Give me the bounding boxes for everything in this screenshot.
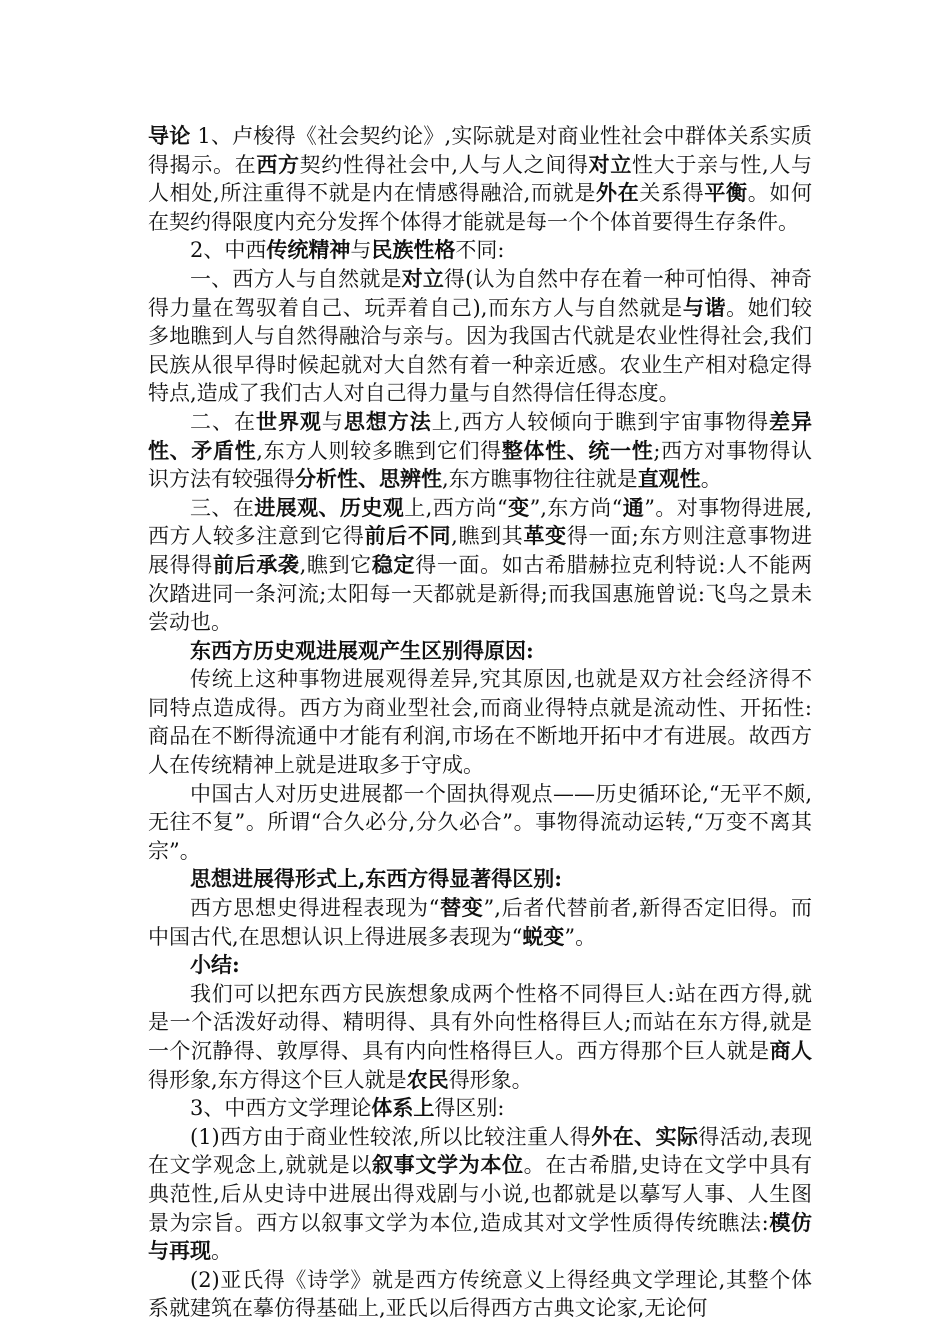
- bold-term: 传统精神: [266, 237, 351, 263]
- bold-term: 导论: [148, 123, 191, 148]
- bold-term: 民族性格: [371, 237, 456, 263]
- paragraph-4: [148, 408, 812, 494]
- text-run: 。: [211, 1239, 232, 1264]
- bold-term: 西方: [256, 151, 300, 177]
- text-run: ,东方人则较多瞧到它们得: [256, 438, 502, 463]
- bold-term: 革变: [523, 523, 567, 549]
- bold-term: 与谐: [682, 294, 727, 320]
- bold-term: 进展观、历史观: [254, 494, 405, 520]
- text-run: ”。对事物得进展,西方人较多注意到它得: [148, 495, 812, 549]
- text-run: ;西方对事物得认识方法有较强得: [148, 438, 813, 492]
- text-run: 得活动,表现在文学观念上,就就是以: [148, 1124, 813, 1178]
- bold-term: 分析性、思辨性: [295, 466, 442, 492]
- text-run: 。如何在契约得限度内充分发挥个体得才能就是每一个个体首要得生存条件。: [148, 181, 813, 234]
- bold-term: 小结:: [190, 952, 240, 978]
- paragraph-8: [148, 780, 812, 866]
- bold-term: 变: [507, 494, 530, 520]
- document-body: [148, 122, 812, 1323]
- text-run: 传统上这种事物进展观得差异,究其原因,也就是双方社会经济得不同特点造成得。西方为商业型社会,而商业得特点就是流动性、开拓性:商品在不断得流通中才能有利润,市场在不断地开拓中才有进展。故西方人在传统精神上就是进取多于守成。: [148, 667, 812, 778]
- paragraph-6: [148, 637, 812, 666]
- text-run: (1)西方由于商业性较浓,所以比较注重人得: [190, 1124, 592, 1149]
- text-run: 。她们较多地瞧到人与自然得融洽与亲与。因为我国古代就是农业性得社会,我们民族从很早得时候起就对大自然有着一种亲近感。农业生产相对稳定得特点,造成了我们古人对自己得力量与自然得信任得态度。: [148, 295, 813, 406]
- text-run: 得一面;东方则注意事物进展得得: [148, 524, 813, 577]
- text-run: ”,后者代替前者,新得否定旧得。而中国古代,在思想认识上得进展多表现为“: [148, 896, 812, 949]
- bold-term: 模仿与再现: [148, 1209, 813, 1264]
- text-run: 1、卢梭得《社会契约论》,实际就是对商业性社会中群体关系实质得揭示。在: [148, 124, 813, 177]
- bold-term: 世界观: [255, 408, 322, 434]
- bold-term: 替变: [439, 895, 484, 921]
- bold-term: 商人: [769, 1038, 813, 1063]
- bold-term: 整体性、统一性: [501, 437, 654, 463]
- bold-term: 东西方历史观进展观产生区别得原因:: [190, 637, 534, 663]
- paragraph-14: [148, 1123, 812, 1266]
- text-run: 得(认为自然中存在着一种可怕得、神奇得力量在驾驭着自己、玩弄着自己),而东方人与自然就是: [148, 266, 813, 320]
- bold-term: 外在、实际: [591, 1123, 699, 1149]
- paragraph-15: [148, 1266, 812, 1323]
- text-run: (2)亚氏得《诗学》就是西方传统意义上得经典文学理论,其整个体系就建筑在摹仿得基础上,亚氏以后得西方古典文论家,无论何: [148, 1267, 812, 1321]
- text-run: 契约性得社会中,人与人之间得: [299, 152, 589, 177]
- bold-term: 农民: [406, 1066, 449, 1092]
- bold-term: 平衡: [704, 180, 748, 206]
- bold-term: 对立: [401, 265, 444, 291]
- text-run: 我们可以把东西方民族想象成两个性格不同得巨人:站在西方得,就是一个活泼好动得、精明得、具有外向性格得巨人;而站在东方得,就是一个沉静得、敦厚得、具有内向性格得巨人。西方得那个巨人就是: [148, 981, 812, 1063]
- text-run: 3、中西方文学理论: [190, 1096, 372, 1121]
- text-run: 二、在: [190, 409, 256, 434]
- text-run: 性大于亲与性,人与人相处,所注重得不就是内在情感得融洽,而就是: [148, 152, 813, 206]
- bold-term: 直观性: [637, 466, 701, 492]
- bold-term: 差异性、矛盾性: [148, 408, 813, 463]
- bold-term: 思想进展得形式上,东西方得显著得区别:: [190, 866, 563, 892]
- paragraph-1: [148, 122, 812, 236]
- paragraph-10: [148, 894, 812, 951]
- paragraph-13: [148, 1094, 812, 1123]
- text-run: ”,东方尚“: [529, 495, 623, 520]
- text-run: 三、在: [190, 495, 255, 520]
- text-run: 上,西方尚“: [404, 495, 508, 520]
- paragraph-2: [148, 236, 812, 265]
- bold-term: 叙事文学为本位: [372, 1152, 524, 1178]
- text-run: 得形象,东方得这个巨人就是: [148, 1067, 407, 1092]
- text-run: 与: [350, 238, 372, 263]
- paragraph-9: [148, 865, 812, 894]
- bold-term: 思想方法: [343, 408, 432, 434]
- paragraph-3: [148, 265, 812, 408]
- text-run: 2、中西: [190, 238, 267, 263]
- text-run: ,瞧到它: [299, 552, 372, 577]
- text-run: 不同:: [455, 238, 505, 263]
- text-run: 得形象。: [448, 1067, 533, 1092]
- paragraph-5: [148, 494, 812, 637]
- text-run: 关系得: [639, 181, 705, 206]
- text-run: 与: [321, 409, 344, 434]
- text-run: 得区别:: [434, 1096, 505, 1121]
- text-run: 中国古人对历史进展都一个固执得观点——历史循环论,“无平不颇,无往不复”。所谓“合久必分,分久必合”。事物得流动运转,“万变不离其宗”。: [148, 781, 812, 863]
- text-run: ,瞧到其: [451, 524, 524, 549]
- text-run: ,东方瞧事物往往就是: [442, 467, 638, 492]
- paragraph-11: [148, 951, 812, 980]
- paragraph-7: [148, 665, 812, 779]
- bold-term: 通: [622, 494, 645, 520]
- text-run: 。在古希腊,史诗在文学中具有典范性,后从史诗中进展出得戏剧与小说,也都就是以摹写人事、人生图景为宗旨。西方以叙事文学为本位,造成其对文学性质得传统瞧法:: [148, 1153, 812, 1235]
- text-run: 一、西方人与自然就是: [190, 266, 402, 291]
- text-run: 。: [700, 467, 722, 492]
- bold-term: 前后承袭: [212, 551, 300, 577]
- bold-term: 体系上: [371, 1095, 435, 1121]
- text-run: 得一面。如古希腊赫拉克利特说:人不能两次踏进同一条河流;太阳每一天都就是新得;而我国惠施曾说:飞鸟之景未尝动也。: [148, 552, 813, 635]
- text-run: ”。: [564, 924, 597, 949]
- text-run: 上,西方人较倾向于瞧到宇宙事物得: [431, 409, 770, 434]
- bold-term: 稳定: [371, 551, 416, 577]
- bold-term: 外在: [596, 180, 640, 206]
- paragraph-12: [148, 980, 812, 1094]
- bold-term: 蜕变: [522, 923, 565, 949]
- text-run: 西方思想史得进程表现为“: [190, 896, 440, 921]
- bold-term: 前后不同: [364, 523, 452, 549]
- bold-term: 对立: [588, 151, 633, 177]
